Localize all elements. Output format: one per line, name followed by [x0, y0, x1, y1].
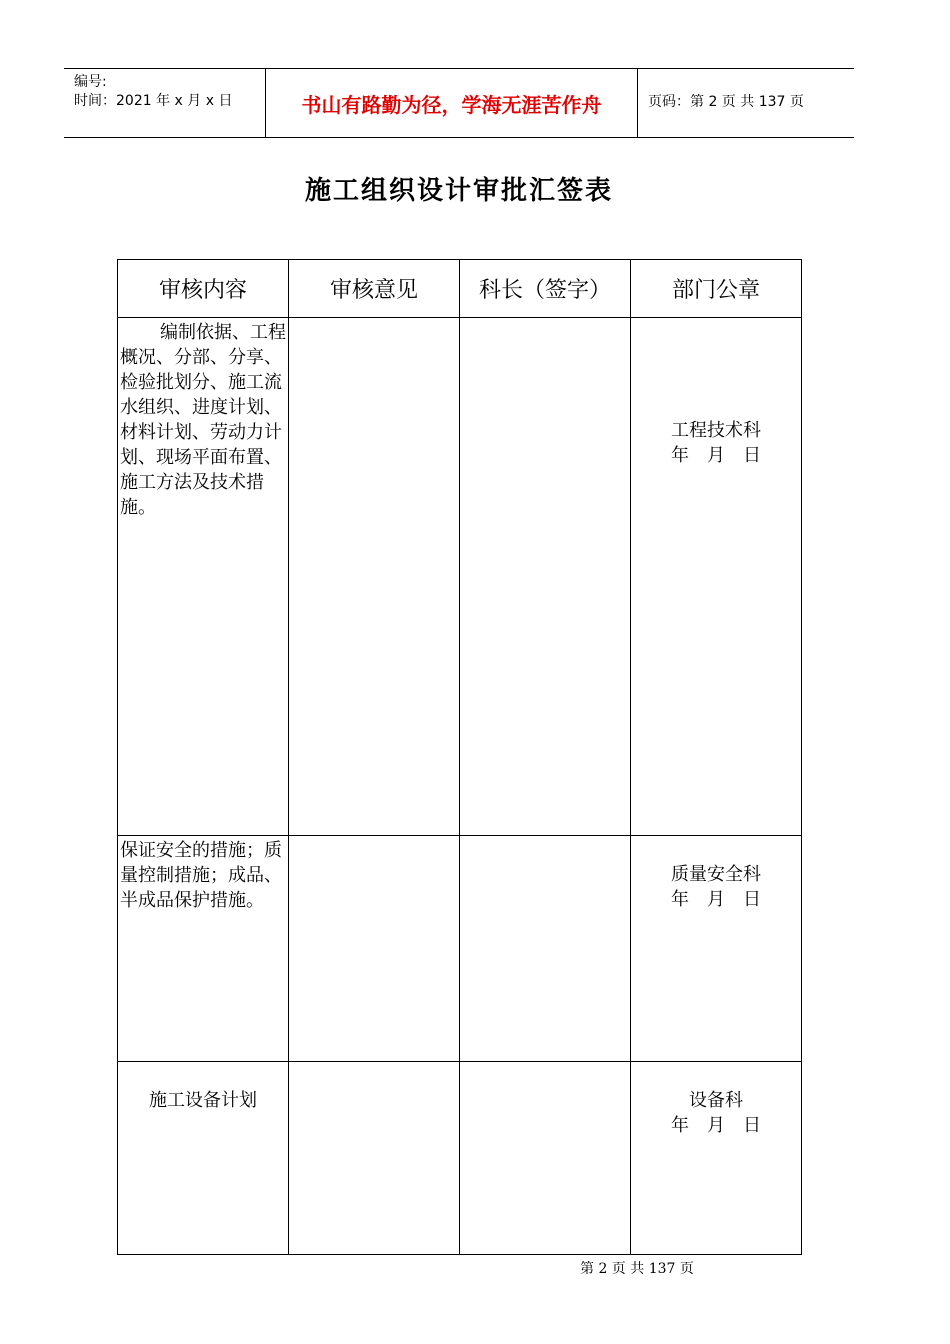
review-content-cell [118, 318, 289, 836]
page-footer: 第 2 页 共 137 页 [580, 1261, 694, 1277]
table-row [118, 318, 802, 836]
header-review-content: 审核内容 [118, 260, 289, 318]
header-motto: 书山有路勤为径，学海无涯苦作舟 [301, 92, 602, 117]
chief-signature-cell[interactable] [460, 1062, 631, 1255]
dept-date: 年 月 日 [671, 889, 761, 910]
review-opinion-cell[interactable] [289, 1062, 460, 1255]
review-content-text: 编制依据、工程概况、分部、分享、检验批划分、施工流水组织、进度计划、材料计划、劳动力计划、现场平面布置、施工方法及技术措施。 [120, 322, 286, 518]
header-meta [74, 73, 232, 111]
dept-name: 质量安全科 [671, 864, 761, 885]
dept-seal-cell [631, 318, 802, 836]
approval-table [117, 259, 802, 1255]
header-page-info: 页码：第 2 页 共 137 页 [648, 94, 804, 110]
review-content-cell [118, 836, 289, 1062]
time-line: 时间：2021 年 x 月 x 日 [74, 93, 233, 109]
chief-signature-cell[interactable] [460, 318, 631, 836]
review-content-text: 保证安全的措施；质量控制措施；成品、半成品保护措施。 [120, 840, 282, 911]
dept-seal-cell [631, 836, 802, 1062]
review-content-text: 施工设备计划 [149, 1090, 257, 1111]
review-content-cell [118, 1062, 289, 1255]
chief-signature-cell[interactable] [460, 836, 631, 1062]
table-header-row [118, 260, 802, 318]
dept-date: 年 月 日 [671, 1115, 761, 1136]
review-opinion-cell[interactable] [289, 836, 460, 1062]
header-review-opinion: 审核意见 [289, 260, 460, 318]
header-chief-signature: 科长（签字） [460, 260, 631, 318]
document-title: 施工组织设计审批汇签表 [304, 176, 613, 206]
table-row [118, 1062, 802, 1255]
page-header [64, 68, 854, 138]
serial-label: 编号: [74, 74, 107, 90]
header-dept-seal: 部门公章 [631, 260, 802, 318]
dept-date: 年 月 日 [671, 445, 761, 466]
header-divider [637, 69, 638, 137]
table-row [118, 836, 802, 1062]
review-opinion-cell[interactable] [289, 318, 460, 836]
dept-name: 工程技术科 [671, 420, 761, 441]
dept-seal-cell [631, 1062, 802, 1255]
dept-name: 设备科 [689, 1090, 743, 1111]
